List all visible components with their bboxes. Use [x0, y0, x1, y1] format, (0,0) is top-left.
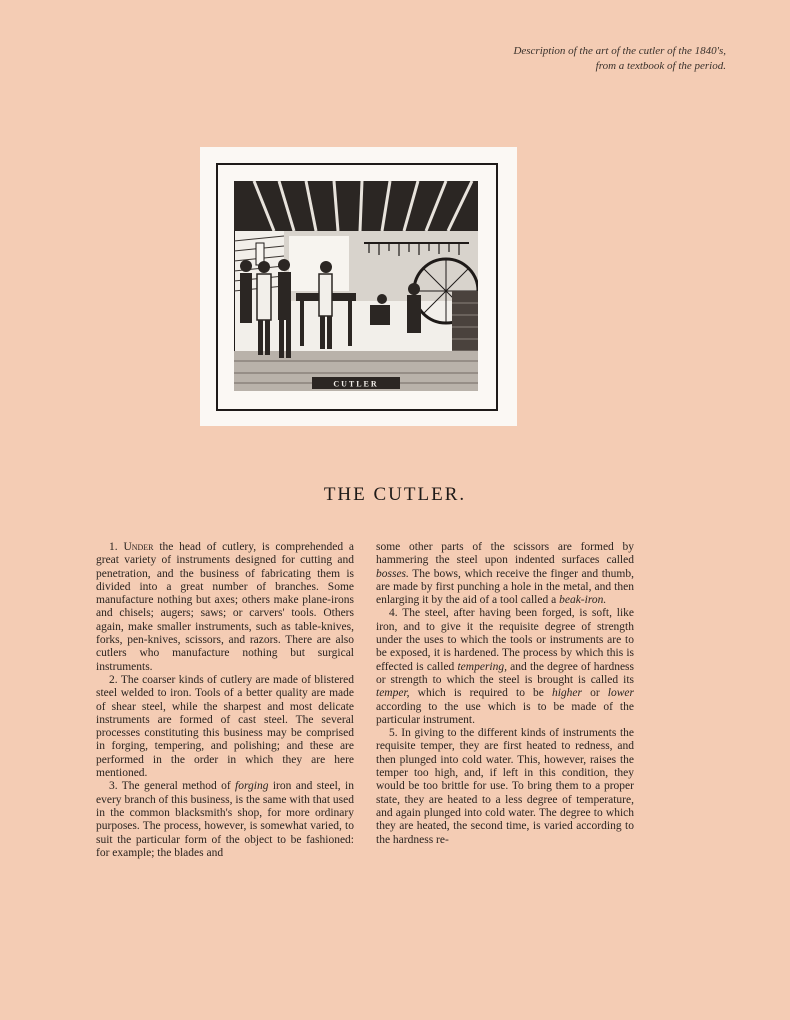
paragraph-1	[96, 541, 354, 674]
paragraph-3	[96, 780, 354, 860]
right-column	[376, 541, 634, 847]
p4-text-b: and the degree of hardness or strength to which the steel is brought is called its	[376, 660, 635, 686]
paragraph-1-number: 1.	[109, 541, 124, 553]
paragraph-4	[376, 607, 634, 727]
left-column	[96, 541, 354, 860]
cont-italic-2: beak-iron.	[559, 594, 607, 607]
p4-italic-1: tempering,	[457, 660, 507, 673]
paragraph-3-continued	[376, 541, 634, 607]
p4-italic-4: lower	[607, 687, 634, 700]
p4-italic-3: higher	[551, 687, 583, 700]
cutler-workshop-engraving	[234, 181, 478, 391]
p4-italic-2: temper,	[376, 687, 410, 700]
paragraph-3-italic: forging	[235, 780, 269, 793]
paragraph-1-text: the head of cutlery, is comprehended a great variety of instruments designed for cutting and penetration, and the business of fabricating them is divided into a great number of branches. Some manufacture nothing but axes; others make plane-irons and chisels; augers; saws; or carvers' tools. Others again, make smaller instruments, such as table-knives, forks, pen-knives, scissors, and razors. There are also cutlers who manufacture nothing but surgical instruments.	[96, 541, 354, 673]
paragraph-2: 2. The coarser kinds of cutlery are made of blistered steel welded to iron. Tools of a better quality are made of shear steel, while the sharpest and most delicate instruments are formed of cast steel. The several processes constituting this business may be comprised in forging, tempering, and polishing; and these are performed in the order in which they are here mentioned.	[96, 673, 354, 780]
p4-text-c: which is required to be	[409, 687, 552, 700]
illustration-plate	[200, 147, 517, 426]
paragraph-1-lead-word: Under	[123, 541, 154, 553]
paragraph-3-text-b: iron and steel, in every branch of this business, is the same with that used in the common blacksmith's shop, for more ordinary purposes. The process, however, is somewhat varied, to suit the particular form of the object to be fashioned: for example; the blades and	[96, 780, 354, 859]
paragraph-3-text-a: 3. The general method of	[109, 780, 236, 793]
cont-italic-1: bosses.	[376, 567, 409, 580]
page-title: THE CUTLER.	[323, 484, 467, 505]
paragraph-5: 5. In giving to the different kinds of instruments the requisite temper, they are first heated to redness, and then plunged into cold water. This, however, raises the temper too high, and, if left in this condition, they would be too brittle for use. To bring them to a proper state, they are heated to a less degree of temperature, and again plunged into cold water. The degree to which they are heated, the second time, is varied according to the hardness re-	[376, 727, 634, 846]
cont-text-a: some other parts of the scissors are formed by hammering the steel upon indented surfaces called	[376, 541, 634, 567]
p4-text-d: or	[582, 687, 608, 700]
p4-text-e: according to the use which is to be made of the particular instrument.	[376, 700, 634, 726]
cont-text-b: The bows, which receive the finger and thumb, are made by first punching a hole in the metal, and then enlarging it by the aid of a tool called a	[376, 567, 634, 607]
page-caption: Description of the art of the cutler of the 1840's, from a textbook of the period.	[513, 45, 726, 72]
illustration-label: CUTLER	[333, 379, 379, 389]
p4-text-a: 4. The steel, after having been forged, is soft, like iron, and to give it the requisite degree of strength under the uses to which the tools or instruments are to be exposed, it is hardened. The process by which this is effected is called	[376, 607, 634, 673]
